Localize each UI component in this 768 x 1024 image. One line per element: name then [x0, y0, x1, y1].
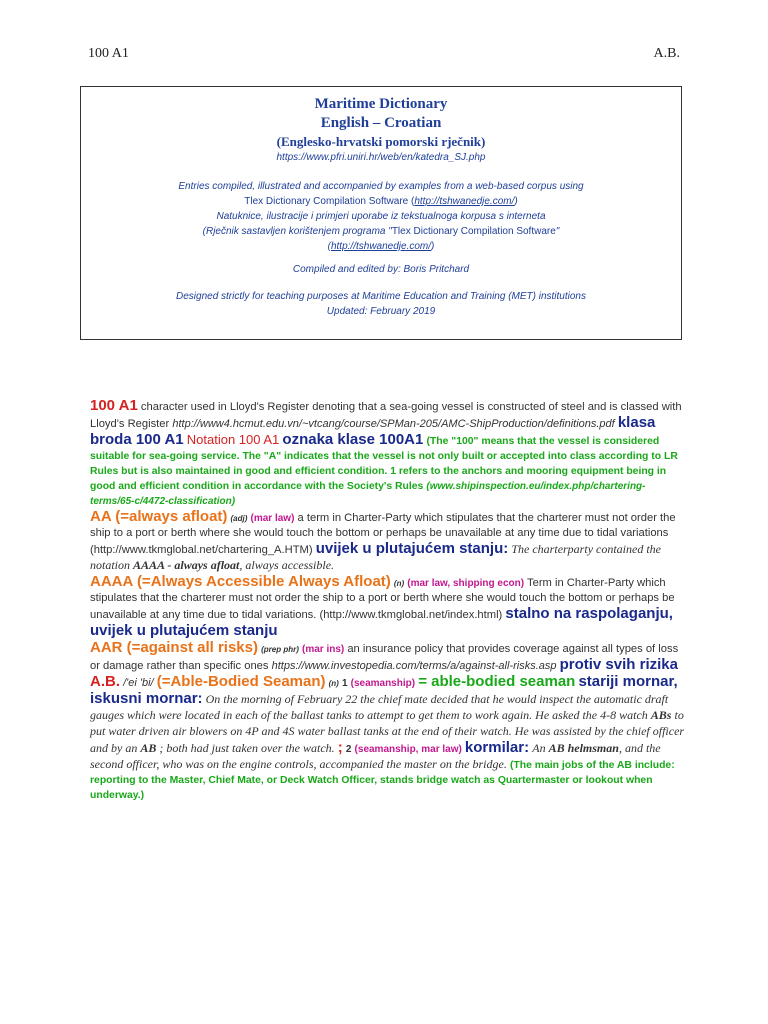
compiled-by: Compiled and edited by: Boris Pritchard	[292, 264, 470, 275]
usage-note: (The "100" means that the vessel is considered suitable for sea-going service. The "A" indicates that the vessel is not only built or accepted into class according to LR Rules but is also maintained in good and efficient condition. 1 refers to the anchors and mooring equipment being in good and efficient condition in accordance with the Society's Rules	[90, 436, 678, 492]
entry-100a1	[90, 398, 686, 509]
dictionary-croatian-title: (Englesko-hrvatski pomorski rječnik)	[276, 134, 486, 149]
tlex-link-hr[interactable]: http://tshwanedje.com/	[330, 241, 432, 252]
domain-label: (mar law, shipping econ)	[407, 578, 525, 589]
example-part-3: ; both had just taken over the watch.	[159, 741, 335, 755]
translation-2: oznaka klase 100A1	[282, 431, 424, 448]
sense-number-1: 1	[341, 678, 348, 689]
entry-aar	[90, 640, 686, 674]
headword-expansion: (=Able-Bodied Seaman)	[156, 673, 326, 690]
equivalent: = able-bodied seaman	[418, 673, 576, 690]
example-part-1: On the morning of February 22 the chief mate decided that he would inspect the automatic draft gauges which were located in each of the ballast tanks to attempt to get them to work again. He asked the 4-8 watch	[90, 692, 669, 722]
translation-2: kormilar:	[464, 739, 530, 756]
translation: klasa broda 100 A1	[90, 414, 656, 448]
definition: a term in Charter-Party which stipulates that the charterer must not order the ship to a port or berth where she would touch the bottom or perhaps be unavailable at any time due to tidal variations (http://www.tkmglobal.net/chartering_A.HTM)	[90, 512, 676, 556]
part-of-speech: (n)	[328, 679, 339, 688]
headword: AAAA (=Always Accessible Always Afloat)	[90, 573, 391, 590]
definition: Term in Charter-Party which stipulates that the charterer must not order the ship to a port or berth where she would touch the bottom or perhaps be unavailable at any time due to tidal variations. (http://www.tkmglobal.net/index.html)	[90, 577, 675, 621]
translation: stariji mornar, iskusni mornar:	[90, 673, 678, 707]
designed-for: Designed strictly for teaching purposes at Maritime Education and Training (MET) institutions	[176, 291, 586, 302]
hr-program-prefix: (Rječnik sastavljen korištenjem programa "	[202, 226, 392, 237]
source-url[interactable]: https://www.investopedia.com/terms/a/against-all-risks.asp	[271, 660, 557, 672]
domain-label: (mar law)	[250, 513, 295, 524]
hr-program-suffix: "	[555, 226, 560, 237]
entry-ab	[90, 674, 686, 803]
translation: uvijek u plutajućem stanju:	[315, 540, 509, 557]
headword: AAR (=against all risks)	[90, 639, 258, 656]
example-2-part-1: An	[532, 741, 546, 755]
usage-note: (The main jobs of the AB include: reporting to the Master, Chief Mate, or Deck Watch Officer, stands bridge watch as Quartermaster or lookout when underway.)	[90, 760, 675, 801]
headword: 100 A1	[90, 397, 138, 414]
intro-line-hr-3	[81, 239, 681, 254]
dictionary-entries	[90, 398, 686, 803]
intro-line-hr: Natuknice, ilustracije i primjeri uporabe iz tekstualnoga korpusa s interneta	[216, 211, 546, 222]
page-header-right: A.B.	[653, 46, 680, 61]
dictionary-subtitle: English – Croatian	[320, 115, 442, 131]
example-part-2: to put water driven air blowers on 4P and 4S water ballast tanks at the end of their watch. He was assisted by the chief officer and by an	[90, 708, 685, 755]
definition: character used in Lloyd's Register denoting that a sea-going vessel is constructed of steel and is classed with Lloyd's Register	[90, 401, 682, 430]
part-of-speech: (adj)	[230, 514, 248, 523]
dictionary-title: Maritime Dictionary	[314, 96, 448, 112]
example-term: ABs	[650, 708, 672, 722]
sense-separator: ;	[337, 739, 343, 756]
hr-link-close: )	[431, 241, 435, 252]
usage-note-source[interactable]: (www.shipinspection.eu/index.php/chartering-terms/65-c/4472-classification)	[90, 481, 646, 507]
translation: stalno na raspolaganju, uvijek u plutajućem stanju	[90, 605, 673, 639]
example-part-1: The charterparty contained the notation	[90, 542, 661, 572]
definition: an insurance policy that provides coverage against all types of loss or damage rather than specific ones	[90, 643, 679, 672]
intro-line-en: Entries compiled, illustrated and accompanied by examples from a web-based corpus using	[178, 181, 584, 192]
intro-line-en-2	[81, 194, 681, 209]
entry-aa	[90, 509, 686, 574]
faculty-url[interactable]: https://www.pfri.uniri.hr/web/en/katedra_SJ.php	[276, 152, 486, 163]
domain-label: (seamanship)	[350, 678, 416, 689]
part-of-speech: (prep phr)	[261, 645, 299, 654]
intro-line-hr-2	[81, 224, 681, 239]
example-2-part-2: , and the second officer, who was on the engine controls, accompanied the master on the bridge.	[90, 741, 661, 771]
example-2-term: AB helmsman	[548, 741, 619, 755]
domain-label-2: (seamanship, mar law)	[354, 744, 462, 755]
tlex-link-close: )	[514, 196, 518, 207]
headword: A.B.	[90, 673, 120, 690]
domain-label: (mar ins)	[301, 644, 345, 655]
title-box	[80, 86, 682, 340]
example-term-2: AB	[140, 741, 157, 755]
pronunciation: /'ei 'bi/	[123, 677, 154, 689]
example-term: AAAA - always afloat	[133, 558, 240, 572]
tlex-software-name: Tlex Dictionary Compilation Software (	[244, 196, 415, 207]
hr-program-name: Tlex Dictionary Compilation Software	[391, 226, 556, 237]
page-header-left: 100 A1	[88, 46, 129, 61]
example-part-2: , always accessible.	[239, 558, 335, 572]
updated-date: Updated: February 2019	[326, 306, 436, 317]
notation-label: Notation 100 A1	[186, 432, 280, 447]
source-url[interactable]: http://www4.hcmut.edu.vn/~vtcang/course/SPMan-205/AMC-ShipProduction/definitions.pdf	[172, 418, 615, 430]
hr-link-open: (	[327, 241, 331, 252]
translation: protiv svih rizika	[559, 656, 678, 673]
tlex-link[interactable]: http://tshwanedje.com/	[414, 196, 515, 207]
part-of-speech: (n)	[393, 579, 405, 588]
headword: AA (=always afloat)	[90, 508, 228, 525]
sense-number-2: 2	[345, 744, 352, 755]
entry-aaaa	[90, 574, 686, 640]
